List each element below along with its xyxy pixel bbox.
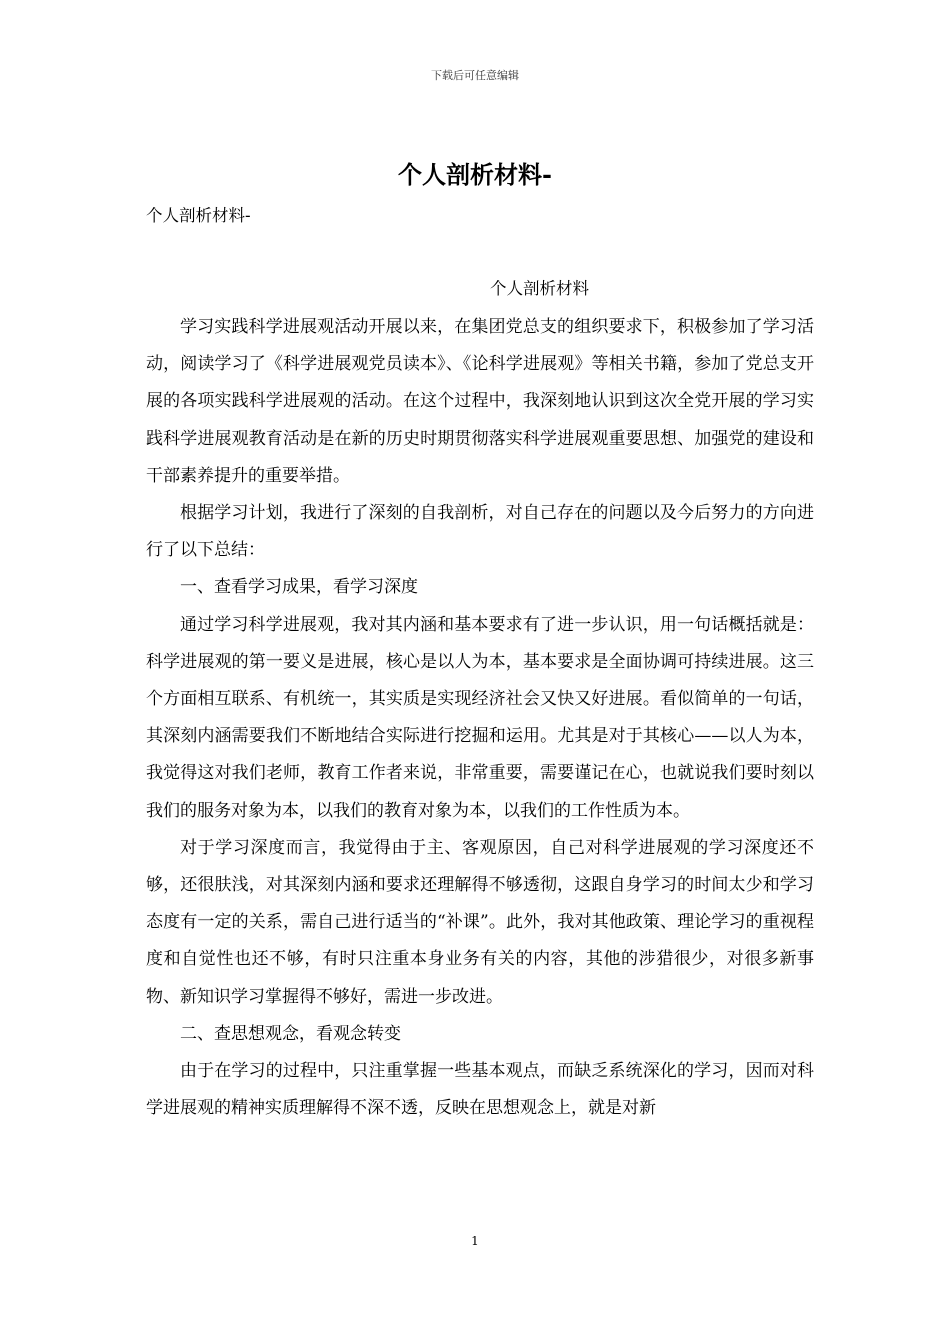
paragraph-1: 学习实践科学进展观活动开展以来，在集团党总支的组织要求下，积极参加了学习活动，阅读学习了《科学进展观党员读本》、《论科学进展观》等相关书籍，参加了党总支开展的各项实践科学进展观的活动。在这个过程中，我深刻地认识到这次全党开展的学习实践科学进展观教育活动是在新的历史时期贯彻落实科学进展观重要思想、加强党的建设和干部素养提升的重要举措。 [146,317,814,486]
section-heading: 个人剖析材料 [490,279,589,298]
page-number: 1 [471,1234,479,1248]
paragraph-2: 根据学习计划，我进行了深刻的自我剖析，对自己存在的问题以及今后努力的方向进行了以下总结： [146,503,814,561]
paragraph-3: 通过学习科学进展观，我对其内涵和基本要求有了进一步认识，用一句话概括就是：科学进展观的第一要义是进展，核心是以人为本，基本要求是全面协调可持续进展。这三个方面相互联系、有机统一，其实质是实现经济社会又快又好进展。看似简单的一句话，其深刻内涵需要我们不断地结合实际进行挖掘和运用。尤其是对于其核心——以人为本，我觉得这对我们老师，教育工作者来说，非常重要，需要谨记在心，也就说我们要时刻以我们的服务对象为本，以我们的教育对象为本，以我们的工作性质为本。 [146,614,814,821]
document-body [146,309,814,1127]
document-title: 个人剖析材料- [398,160,552,189]
heading-1: 一、查看学习成果，看学习深度 [180,577,418,598]
header-note: 下载后可任意编辑 [431,69,519,82]
paragraph-4: 对于学习深度而言，我觉得由于主、客观原因，自己对科学进展观的学习深度还不够，还很肤浅，对其深刻内涵和要求还理解得不够透彻，这跟自身学习的时间太少和学习态度有一定的关系，需自己进行适当的“补课”。此外，我对其他政策、理论学习的重视程度和自觉性也还不够，有时只注重本身业务有关的内容，其他的涉猎很少，对很多新事物、新知识学习掌握得不够好，需进一步改进。 [146,837,814,1007]
paragraph-5: 由于在学习的过程中，只注重掌握一些基本观点，而缺乏系统深化的学习，因而对科学进展观的精神实质理解得不深不透，反映在思想观念上，就是对新 [146,1061,814,1119]
heading-2: 二、查思想观念，看观念转变 [180,1023,401,1044]
document-subtitle: 个人剖析材料- [146,206,251,225]
